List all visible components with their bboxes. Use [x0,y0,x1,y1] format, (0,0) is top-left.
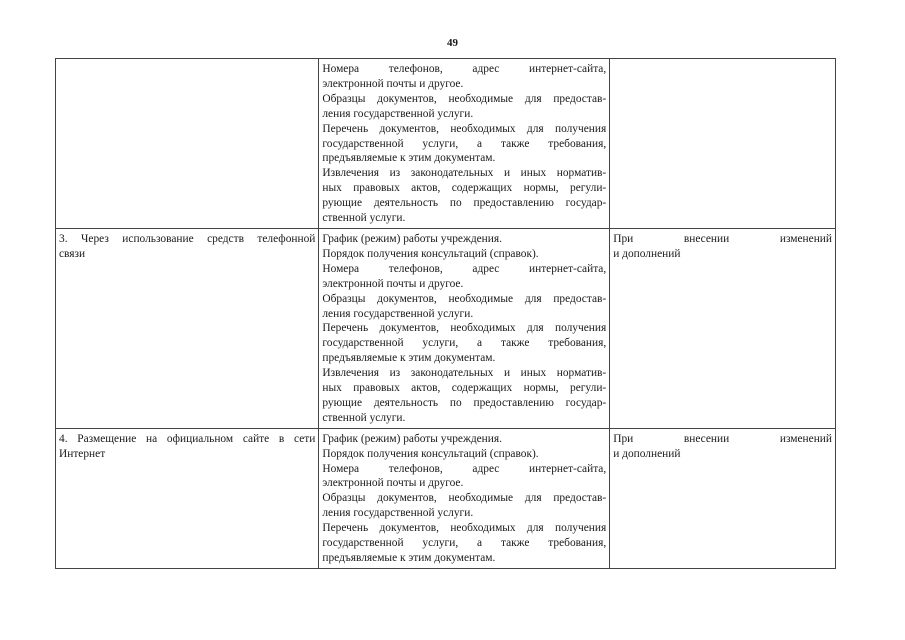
text-line: государственной услуги, а также требования, [322,337,607,350]
text-line: ления государственной услуги. [322,307,474,320]
text-line: При внесении изменений [613,232,832,245]
text-line: связи [59,247,86,260]
text-line: Номера телефонов, адрес интернет-сайта, [322,63,607,75]
table-row [56,428,836,568]
update-cell [610,228,836,428]
text-line: График (режим) работы учреждения. [322,432,502,445]
update-cell [610,428,836,568]
text-line: ных правовых актов, содержащих нормы, регули- [322,382,607,395]
text-line: Номера телефонов, адрес интернет-сайта, [322,462,607,475]
text-line: электронной почты и другое. [322,77,464,90]
text-line: ственной услуги. [322,212,406,225]
text-line: Образцы документов, необходимые для предостав- [322,292,607,305]
text-line: Перечень документов, необходимых для получения [322,122,607,135]
method-cell [56,428,319,568]
document-table [55,58,836,569]
text-line: предъявляемые к этим документам. [322,352,496,365]
text-line: 4. Размещение на официальном сайте в сети [59,432,316,445]
text-line: Номера телефонов, адрес интернет-сайта, [322,262,607,275]
text-line: Перечень документов, необходимых для получения [322,522,607,535]
text-line: Порядок получения консультаций (справок). [322,447,539,460]
text-line: 3. Через использование средств телефонной [59,232,316,245]
text-line: и дополнений [613,247,681,260]
method-cell [56,228,319,428]
text-line: Извлечения из законодательных и иных норматив- [322,367,607,380]
text-line: государственной услуги, а также требования, [322,537,607,550]
text-line: ления государственной услуги. [322,507,474,520]
update-cell [610,59,836,229]
text-line: рующие деятельность по предоставлению государ- [322,396,607,409]
method-cell [56,59,319,229]
table-body [56,59,836,569]
text-line: Извлечения из законодательных и иных норматив- [322,167,607,180]
info-cell [319,428,610,568]
info-cell [319,228,610,428]
text-line: Образцы документов, необходимые для предостав- [322,492,607,505]
text-line: Интернет [59,447,106,460]
text-line: ных правовых актов, содержащих нормы, регули- [322,182,607,195]
text-line: электронной почты и другое. [322,477,464,490]
text-line: ления государственной услуги. [322,107,474,120]
page-number: 49 [447,37,458,49]
text-line: рующие деятельность по предоставлению государ- [322,197,607,210]
text-line: предъявляемые к этим документам. [322,552,496,564]
text-line: государственной услуги, а также требования, [322,137,607,150]
info-cell [319,59,610,229]
text-line: Перечень документов, необходимых для получения [322,322,607,335]
text-line: предъявляемые к этим документам. [322,152,496,165]
text-line: и дополнений [613,447,681,460]
text-line: При внесении изменений [613,432,832,445]
text-line: График (режим) работы учреждения. [322,232,502,245]
text-line: электронной почты и другое. [322,277,464,290]
table-row [56,59,836,229]
text-line: Образцы документов, необходимые для предостав- [322,92,607,105]
text-line: ственной услуги. [322,411,406,424]
text-line: Порядок получения консультаций (справок). [322,247,539,260]
table-row [56,228,836,428]
